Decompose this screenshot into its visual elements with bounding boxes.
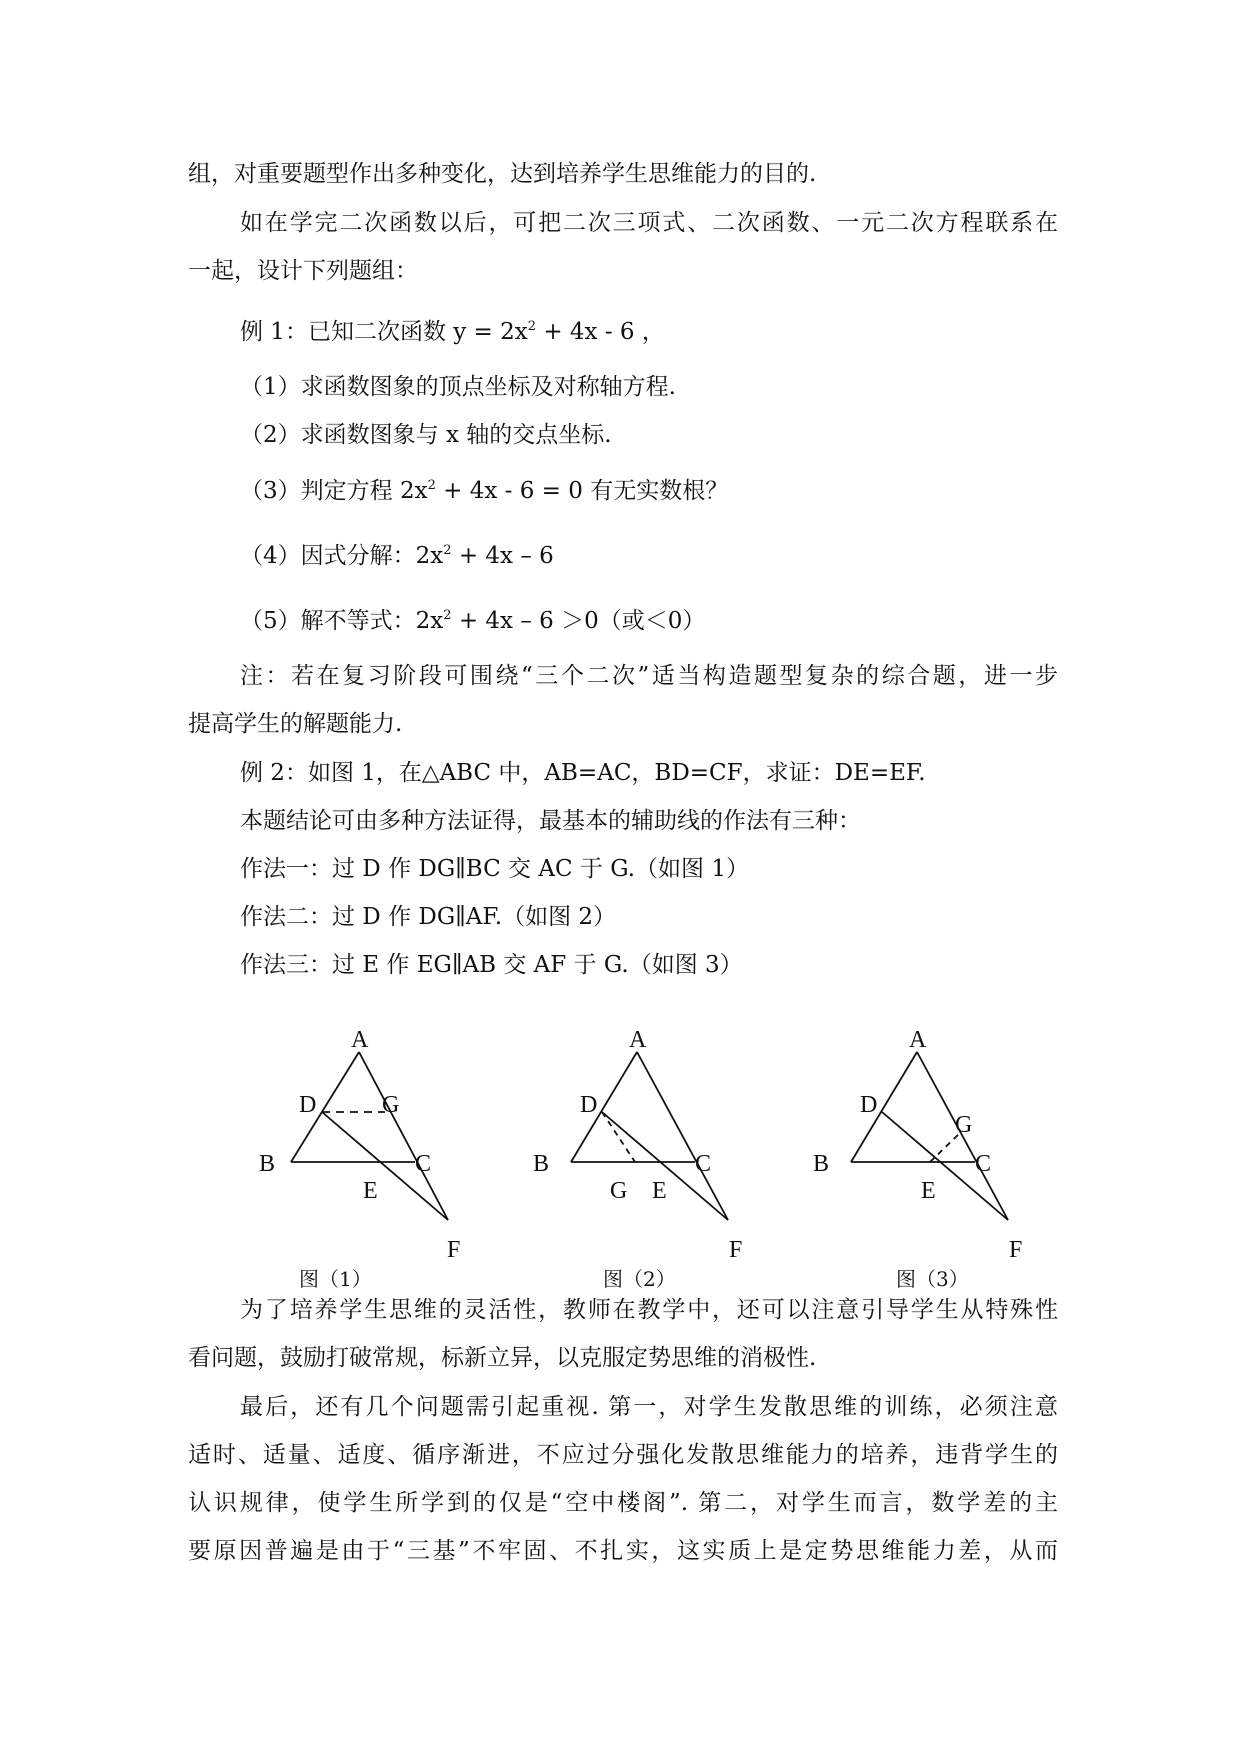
point-label-d: D: [299, 1092, 317, 1118]
figure-3-caption: 图（3）: [896, 1267, 969, 1291]
methods-intro: 本题结论可由多种方法证得，最基本的辅助线的作法有三种：: [240, 808, 861, 834]
question-5: （5）解不等式：$2x^2 + 4x - 6 >0$（或＜0）: [240, 608, 706, 634]
triangle-diagram-2: [533, 1015, 763, 1265]
figure-2: [533, 1015, 763, 1265]
point-label-b: B: [813, 1151, 830, 1177]
question-4: （4）因式分解：$2x^2 + 4x - 6$: [240, 543, 554, 569]
paragraph-line: 要原因普遍是由于“三基”不牢固、不扎实，这实质上是定势思维能力差，从而: [188, 1538, 1058, 1564]
example-1: 例 1：已知二次函数 $y = 2x^2 + 4x - 6$ ，: [240, 319, 665, 345]
paragraph-line: 为了培养学生思维的灵活性，教师在教学中，还可以注意引导学生从特殊性: [240, 1297, 1058, 1323]
paragraph-line: 一起，设计下列题组：: [188, 258, 418, 284]
question-1: （1）求函数图象的顶点坐标及对称轴方程.: [240, 374, 676, 400]
figure-2-caption: 图（2）: [603, 1267, 676, 1291]
paragraph-line: 如在学完二次函数以后，可把二次三项式、二次函数、一元二次方程联系在: [240, 210, 1058, 236]
point-label-a: A: [909, 1027, 927, 1053]
point-label-a: A: [351, 1027, 369, 1053]
point-label-c: C: [695, 1151, 712, 1177]
segment-af: [637, 1052, 728, 1220]
note-line: 注：若在复习阶段可围绕“三个二次”适当构造题型复杂的综合题，进一步: [240, 663, 1058, 689]
point-label-d: D: [860, 1092, 878, 1118]
figure-1: [255, 1015, 485, 1265]
triangle-diagram-3: [813, 1015, 1043, 1265]
paragraph-line: 最后，还有几个问题需引起重视. 第一，对学生发散思维的训练，必须注意: [240, 1394, 1058, 1420]
figure-1-caption: 图（1）: [299, 1267, 372, 1291]
point-label-f: F: [447, 1237, 461, 1263]
point-label-e: E: [363, 1178, 378, 1204]
point-label-e: E: [921, 1178, 936, 1204]
figure-3: [813, 1015, 1043, 1265]
paragraph-line: 组，对重要题型作出多种变化，达到培养学生思维能力的目的.: [188, 161, 817, 187]
point-label-a: A: [629, 1027, 647, 1053]
triangle-diagram-1: [255, 1015, 485, 1265]
note-line: 提高学生的解题能力.: [188, 711, 403, 737]
question-3: （3）判定方程 $2x^2 + 4x - 6 = 0$ 有无实数根？: [240, 478, 729, 504]
point-label-b: B: [533, 1151, 550, 1177]
point-label-g: G: [955, 1112, 973, 1138]
point-label-c: C: [415, 1151, 432, 1177]
point-label-d: D: [580, 1092, 598, 1118]
point-label-e: E: [652, 1178, 667, 1204]
point-label-f: F: [729, 1237, 743, 1263]
point-label-f: F: [1009, 1237, 1023, 1263]
method-1: 作法一：过 D 作 DG∥BC 交 AC 于 G.（如图 1）: [240, 856, 749, 882]
paragraph-line: 认识规律，使学生所学到的仅是“空中楼阁”. 第二，对学生而言，数学差的主: [188, 1490, 1058, 1516]
example-2: 例 2：如图 1，在△ABC 中，AB=AC，BD=CF，求证：DE=EF.: [240, 760, 926, 786]
point-label-g: G: [610, 1178, 628, 1204]
method-3: 作法三：过 E 作 EG∥AB 交 AF 于 G.（如图 3）: [240, 952, 743, 978]
method-2: 作法二：过 D 作 DG∥AF.（如图 2）: [240, 904, 617, 930]
point-label-g: G: [382, 1092, 400, 1118]
point-label-c: C: [975, 1151, 992, 1177]
question-2: （2）求函数图象与 x 轴的交点坐标.: [240, 422, 612, 448]
point-label-b: B: [259, 1151, 276, 1177]
paragraph-line: 适时、适量、适度、循序渐进，不应过分强化发散思维能力的培养，违背学生的: [188, 1442, 1058, 1468]
paragraph-line: 看问题，鼓励打破常规，标新立异，以克服定势思维的消极性.: [188, 1345, 817, 1371]
